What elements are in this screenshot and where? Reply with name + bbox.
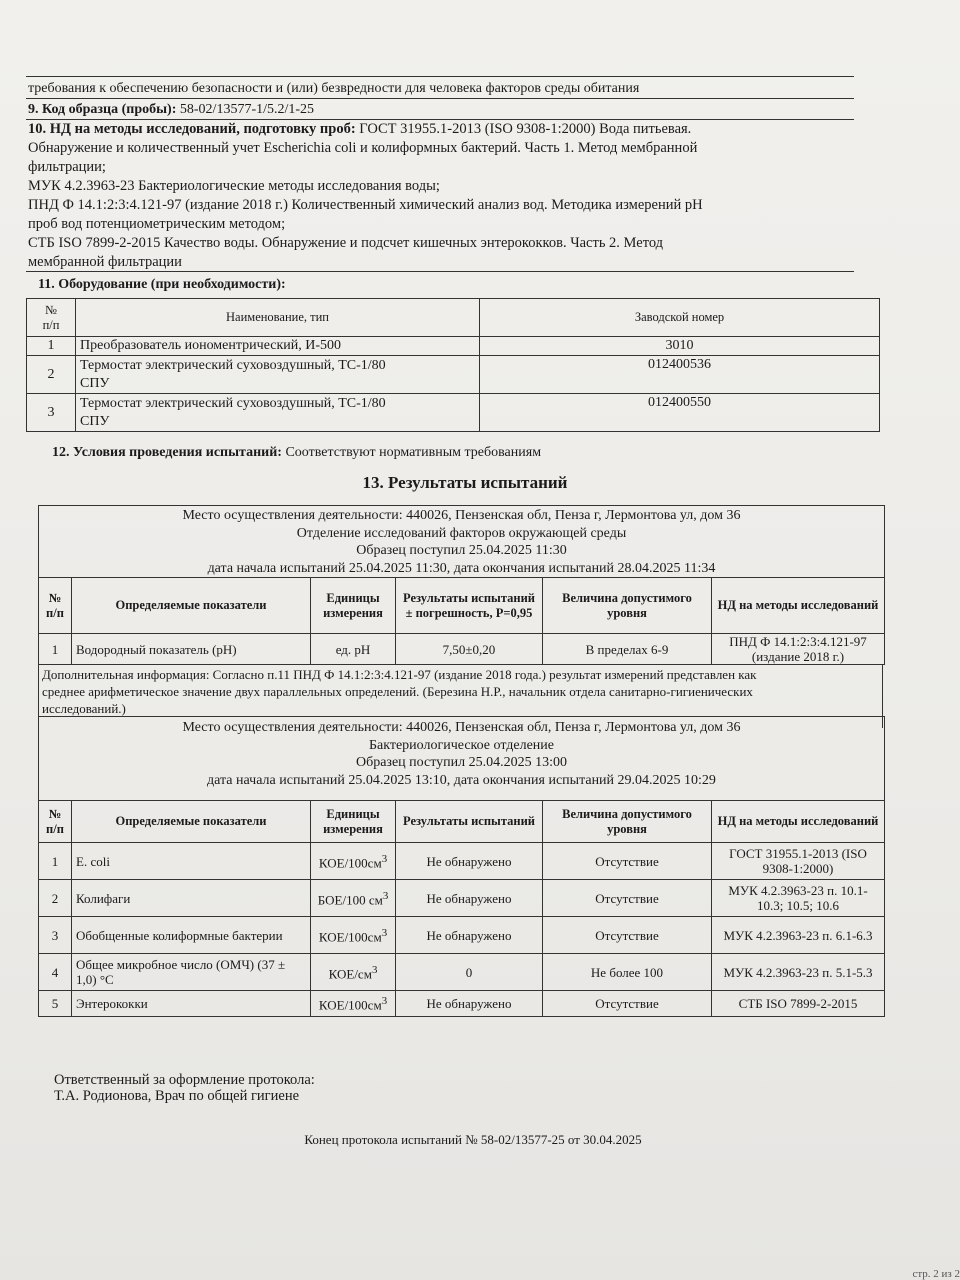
rule — [26, 271, 854, 272]
cell-name: Термостат электрический суховоздушный, ТС-1/80 СПУ — [76, 356, 480, 394]
responsible-label: Ответственный за оформление протокола: — [54, 1072, 315, 1088]
table-row — [27, 394, 880, 432]
results-table-1 — [38, 577, 885, 665]
cell-method: ПНД Ф 14.1:2:3:4.121-97 (издание 2018 г.) — [712, 634, 885, 665]
block2-received: Образец поступил 25.04.2025 13:00 — [355, 755, 568, 770]
block1-dates: дата начала испытаний 25.04.2025 11:30, дата окончания испытаний 28.04.2025 11:34 — [207, 560, 716, 576]
section-9-label: 9. Код образца (пробы): — [28, 102, 177, 117]
cell-units: КОЕ/$см^3$ — [311, 954, 396, 991]
col-num: № п/п — [39, 801, 72, 843]
cell-method: МУК 4.2.3963-23 п. 10.1-10.3; 10.5; 10.6 — [712, 880, 885, 917]
col-units: Единицы измерения — [311, 578, 396, 634]
cell-units: БОЕ/100 $см^3$ — [311, 880, 396, 917]
cell-limit: Отсутствие — [543, 917, 712, 954]
col-method: НД на методы исследований — [712, 578, 885, 634]
block2-dept: Бактериологическое отделение — [368, 737, 554, 753]
cell-units: КОЕ/$100см^3$ — [311, 917, 396, 954]
cell-result: 0 — [396, 954, 543, 991]
section-12 — [52, 445, 541, 461]
cell-units: ед. pH — [311, 634, 396, 665]
cell-limit: Отсутствие — [543, 843, 712, 880]
cell-result: Не обнаружено — [396, 843, 543, 880]
additional-info-line: Дополнительная информация: Согласно п.11 ПНД Ф 14.1:2:3:4.121-97 (издание 2018 года.) результат измерений представлен как — [42, 667, 757, 682]
section-10-line: ГОСТ 31955.1-2013 (ISO 9308-1:2000) Вода питьевая. — [359, 121, 692, 137]
cell-units: КОЕ/$100см^3$ — [311, 843, 396, 880]
cell-result: 7,50±0,20 — [396, 634, 543, 665]
cell-param: Водородный показатель (pH) — [72, 634, 311, 665]
cell-num: 2 — [27, 356, 76, 394]
section-10-line: мембранной фильтрации — [28, 254, 182, 270]
cell-param: Колифаги — [72, 880, 311, 917]
table-row — [39, 843, 885, 880]
cell-limit: Отсутствие — [543, 991, 712, 1017]
block1-header — [38, 505, 885, 577]
cell-param: Обобщенные колиформные бактерии — [72, 917, 311, 954]
table-row — [27, 337, 880, 356]
cell-method: МУК 4.2.3963-23 п. 5.1-5.3 — [712, 954, 885, 991]
top-line-text: требования к обеспечению безопасности и (или) безвредности для человека факторов среды обитания — [28, 81, 640, 96]
cell-name: Преобразователь иономентрический, И-500 — [76, 337, 480, 356]
cell-serial: 012400536 — [480, 356, 880, 394]
results-title: 13. Результаты испытаний — [362, 473, 568, 492]
section-10-line: СТБ ISO 7899-2-2015 Качество воды. Обнаружение и подсчет кишечных энтерококков. Часть 2. Метод — [28, 235, 664, 251]
col-limit: Величина допустимого уровня — [543, 801, 712, 843]
cell-num: 1 — [39, 634, 72, 665]
results-table-2 — [38, 800, 885, 1017]
section-9-value: 58-02/13577-1/5.2/1-25 — [179, 102, 315, 117]
block2-dates: дата начала испытаний 25.04.2025 13:10, дата окончания испытаний 29.04.2025 10:29 — [207, 772, 716, 788]
additional-info-line: среднее арифметическое значение двух параллельных определений. (Березина Н.Р., начальник отдела санитарно-гигиенических — [42, 684, 753, 699]
table-row — [39, 917, 885, 954]
table-row — [39, 954, 885, 991]
cell-num: 2 — [39, 880, 72, 917]
col-result: Результаты испытаний — [396, 801, 543, 843]
cell-method: МУК 4.2.3963-23 п. 6.1-6.3 — [712, 917, 885, 954]
cell-param: E. coli — [72, 843, 311, 880]
cell-serial: 012400550 — [480, 394, 880, 432]
block1-place: Место осуществления деятельности: 440026, Пензенская обл, Пенза г, Лермонтова ул, дом 36 — [182, 508, 741, 523]
cell-result: Не обнаружено — [396, 880, 543, 917]
col-units: Единицы измерения — [311, 801, 396, 843]
table-row — [39, 634, 885, 665]
cell-num: 3 — [27, 394, 76, 432]
cell-num: 1 — [39, 843, 72, 880]
section-10-line: МУК 4.2.3963-23 Бактериологические методы исследования воды; — [28, 178, 440, 194]
cell-limit: Не более 100 — [543, 954, 712, 991]
section-10-label: 10. НД на методы исследований, подготовку проб: — [28, 121, 356, 137]
protocol-end-text: Конец протокола испытаний № 58-02/13577-25 от 30.04.2025 — [304, 1132, 642, 1147]
col-num: № п/п — [27, 299, 76, 337]
cell-num: 1 — [27, 337, 76, 356]
equipment-table — [26, 298, 880, 432]
section-10-line: ПНД Ф 14.1:2:3:4.121-97 (издание 2018 г.) Количественный химический анализ вод. Методика измерений pH — [28, 197, 703, 213]
cell-name: Термостат электрический суховоздушный, ТС-1/80 СПУ — [76, 394, 480, 432]
section-11 — [38, 276, 286, 294]
cell-num: 3 — [39, 917, 72, 954]
table-row — [39, 991, 885, 1017]
cell-result: Не обнаружено — [396, 991, 543, 1017]
table-row — [39, 880, 885, 917]
col-method: НД на методы исследований — [712, 801, 885, 843]
col-param: Определяемые показатели — [72, 578, 311, 634]
cell-units: КОЕ/$100см^3$ — [311, 991, 396, 1017]
block2-place: Место осуществления деятельности: 440026, Пензенская обл, Пенза г, Лермонтова ул, дом 36 — [182, 720, 741, 735]
responsible-name: Т.А. Родионова, Врач по общей гигиене — [54, 1088, 300, 1104]
cell-limit: Отсутствие — [543, 880, 712, 917]
block1-dept: Отделение исследований факторов окружающей среды — [296, 525, 627, 541]
cell-num: 5 — [39, 991, 72, 1017]
block2-header — [38, 716, 885, 802]
col-name: Наименование, тип — [76, 299, 480, 337]
col-limit: Величина допустимого уровня — [543, 578, 712, 634]
table-row — [27, 356, 880, 394]
section-10-line: Обнаружение и количественный учет Escherichia coli и колиформных бактерий. Часть 1. Метод мембранной — [28, 140, 698, 156]
cell-serial: 3010 — [480, 337, 880, 356]
section-10-line: фильтрации; — [28, 159, 106, 175]
additional-info-line: исследований.) — [42, 701, 126, 716]
cell-num: 4 — [39, 954, 72, 991]
section-10-line: проб вод потенциометрическим методом; — [28, 216, 286, 232]
block1-received: Образец поступил 25.04.2025 11:30 — [356, 543, 567, 558]
section-10 — [28, 120, 808, 272]
rule — [26, 98, 854, 99]
cell-method: СТБ ISO 7899-2-2015 — [712, 991, 885, 1017]
col-serial: Заводской номер — [480, 299, 880, 337]
cell-method: ГОСТ 31955.1-2013 (ISO 9308-1:2000) — [712, 843, 885, 880]
section-11-label: 11. Оборудование (при необходимости): — [38, 277, 286, 292]
col-param: Определяемые показатели — [72, 801, 311, 843]
rule — [26, 76, 854, 77]
cell-param: Энтерококки — [72, 991, 311, 1017]
section-9 — [28, 101, 314, 119]
section-12-value: Соответствуют нормативным требованиям — [285, 445, 542, 460]
col-num: № п/п — [39, 578, 72, 634]
cell-result: Не обнаружено — [396, 917, 543, 954]
section-12-label: 12. Условия проведения испытаний: — [52, 445, 282, 460]
page-number: стр. 2 из 2 — [912, 1268, 960, 1280]
col-result: Результаты испытаний ± погрешность, P=0,95 — [396, 578, 543, 634]
cell-limit: В пределах 6-9 — [543, 634, 712, 665]
cell-param: Общее микробное число (ОМЧ) (37 ± 1,0) °С — [72, 954, 311, 991]
